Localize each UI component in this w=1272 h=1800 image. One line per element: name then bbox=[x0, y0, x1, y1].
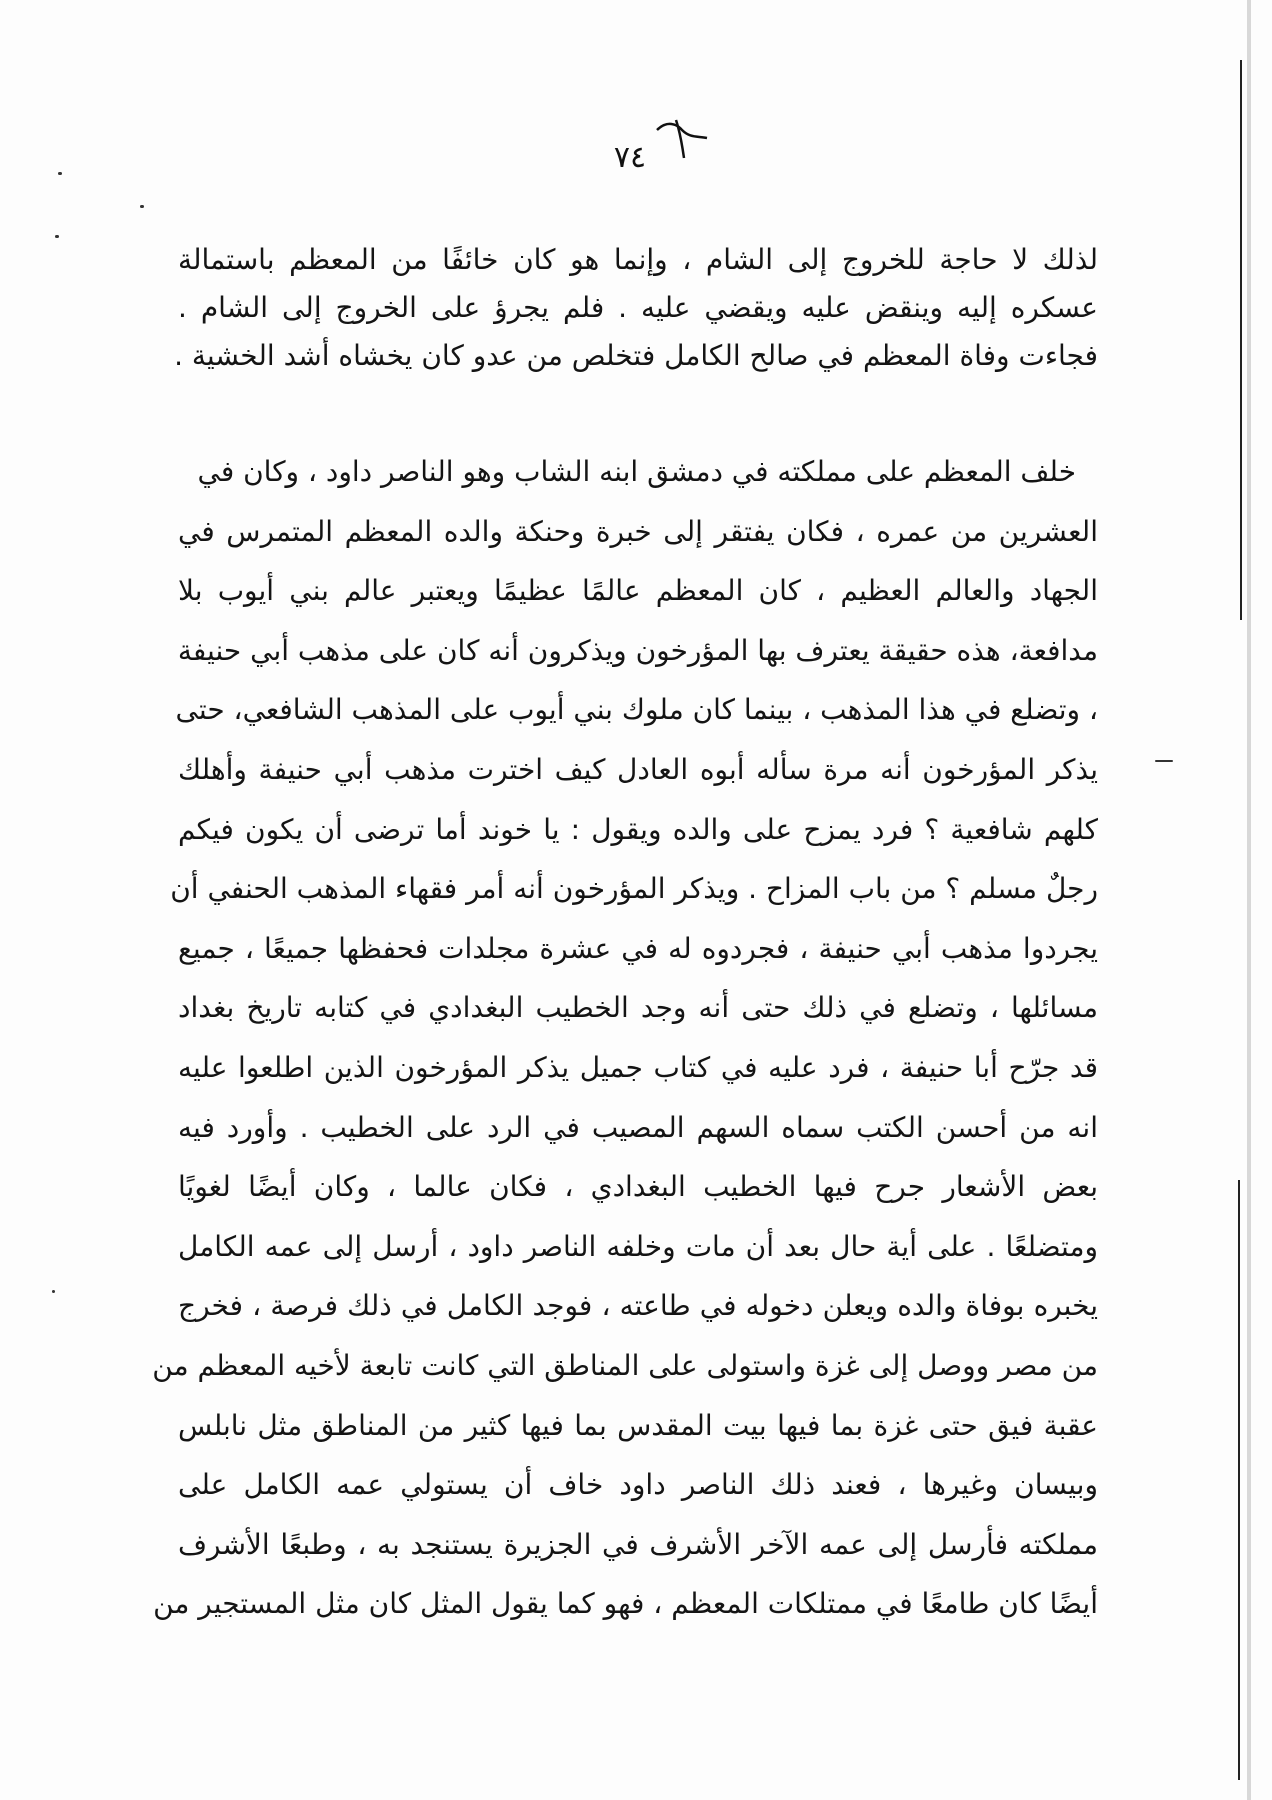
text-line: العشرين من عمره ، فكان يفتقر إلى خبرة وحنكة والده المعظم المتمرس في bbox=[178, 515, 1098, 548]
scan-speck bbox=[52, 1290, 55, 1293]
text-line: ، وتضلع في هذا المذهب ، بينما كان ملوك بني أيوب على المذهب الشافعي، حتى bbox=[175, 693, 1098, 726]
text-line: قد جرّح أبا حنيفة ، فرد عليه في كتاب جميل يذكر المؤرخون الذين اطلعوا عليه bbox=[178, 1051, 1098, 1084]
text-line: وبيسان وغيرها ، فعند ذلك الناصر داود خاف أن يستولي عمه الكامل على bbox=[178, 1468, 1098, 1501]
scan-speck bbox=[58, 172, 62, 175]
text-line: عقبة فيق حتى غزة بما فيها بيت المقدس بما فيها كثير من المناطق مثل نابلس bbox=[178, 1409, 1098, 1442]
text-line: من مصر ووصل إلى غزة واستولى على المناطق التي كانت تابعة لأخيه المعظم من bbox=[152, 1349, 1098, 1382]
text-line: مسائلها ، وتضلع في ذلك حتى أنه وجد الخطيب البغدادي في كتابه تاريخ بغداد bbox=[178, 991, 1098, 1024]
text-line: انه من أحسن الكتب سماه السهم المصيب في الرد على الخطيب . وأورد فيه bbox=[178, 1111, 1098, 1144]
text-line: كلهم شافعية ؟ فرد يمزح على والده ويقول : يا خوند أما ترضى أن يكون فيكم bbox=[178, 813, 1098, 846]
scan-speck bbox=[1155, 760, 1173, 762]
text-line: بعض الأشعار جرح فيها الخطيب البغدادي ، فكان عالما ، وكان أيضًا لغويًا bbox=[178, 1170, 1098, 1203]
scan-speck bbox=[55, 235, 59, 238]
page-edge-shadow bbox=[1247, 0, 1251, 1800]
text-line: ومتضلعًا . على أية حال بعد أن مات وخلفه الناصر داود ، أرسل إلى عمه الكامل bbox=[178, 1230, 1098, 1263]
text-line: فجاءت وفاة المعظم في صالح الكامل فتخلص من عدو كان يخشاه أشد الخشية . bbox=[174, 339, 1098, 372]
handwritten-mark-icon bbox=[652, 118, 712, 168]
text-line: مملكته فأرسل إلى عمه الآخر الأشرف في الجزيرة يستنجد به ، وطبعًا الأشرف bbox=[178, 1528, 1098, 1561]
text-line: مدافعة، هذه حقيقة يعترف بها المؤرخون ويذكرون أنه كان على مذهب أبي حنيفة bbox=[177, 634, 1098, 667]
scan-edge-line bbox=[1240, 60, 1242, 620]
text-line: عسكره إليه وينقض عليه ويقضي عليه . فلم يجرؤ على الخروج إلى الشام . bbox=[178, 291, 1098, 324]
text-line: يذكر المؤرخون أنه مرة سأله أبوه العادل كيف اخترت مذهب أبي حنيفة وأهلك bbox=[178, 753, 1098, 786]
text-line: لذلك لا حاجة للخروج إلى الشام ، وإنما هو كان خائفًا من المعظم باستمالة bbox=[178, 243, 1098, 276]
scan-speck bbox=[140, 205, 144, 208]
text-line: رجلٌ مسلم ؟ من باب المزاح . ويذكر المؤرخون أنه أمر فقهاء المذهب الحنفي أن bbox=[170, 872, 1098, 905]
text-line: يجردوا مذهب أبي حنيفة ، فجردوه له في عشرة مجلدات فحفظها جميعًا ، جميع bbox=[178, 932, 1098, 965]
page-number: ٧٤ bbox=[613, 140, 647, 175]
text-line: أيضًا كان طامعًا في ممتلكات المعظم ، فهو كما يقول المثل كان مثل المستجير من bbox=[153, 1587, 1098, 1620]
text-line: يخبره بوفاة والده ويعلن دخوله في طاعته ، فوجد الكامل في ذلك فرصة ، فخرج bbox=[178, 1289, 1098, 1322]
text-line: خلف المعظم على مملكته في دمشق ابنه الشاب وهو الناصر داود ، وكان في bbox=[197, 455, 1076, 488]
text-line: الجهاد والعالم العظيم ، كان المعظم عالمًا عظيمًا ويعتبر عالم بني أيوب بلا bbox=[178, 574, 1098, 607]
scan-edge-line bbox=[1238, 1180, 1240, 1780]
